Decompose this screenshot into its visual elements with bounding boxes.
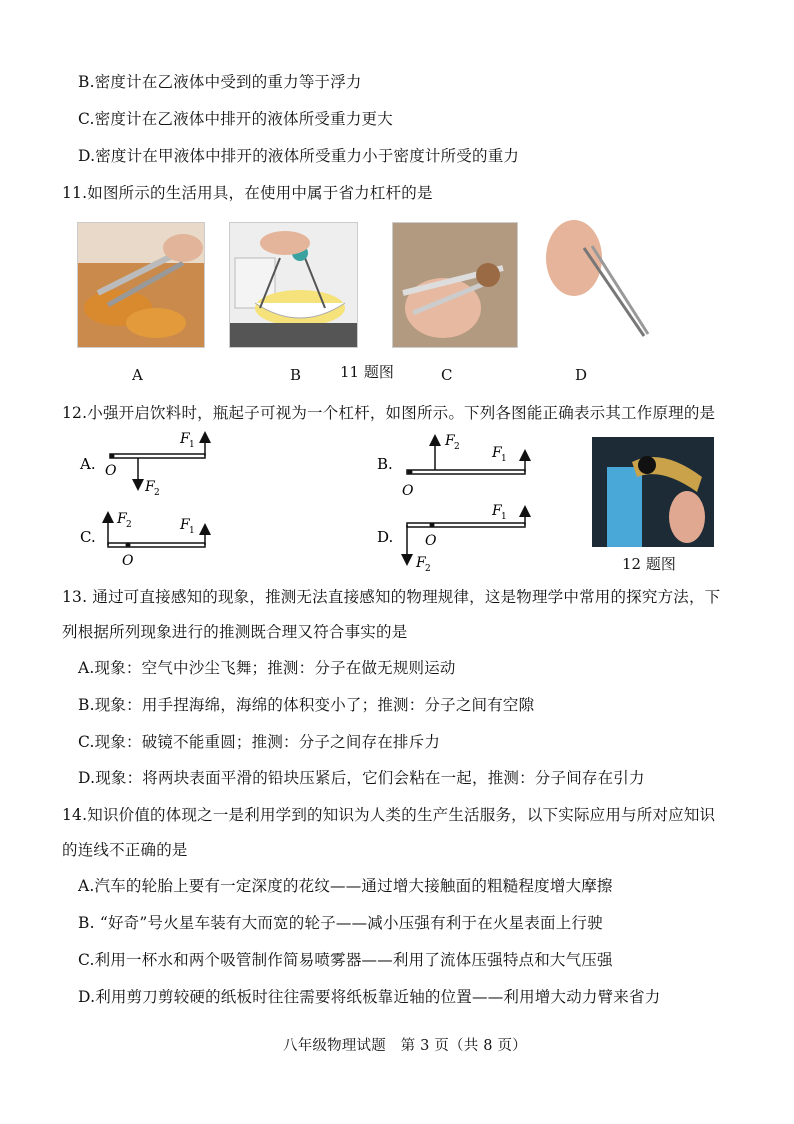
- q12-option-a-diagram: [79, 431, 205, 498]
- svg-text:F: F: [145, 479, 155, 495]
- svg-text:F: F: [445, 433, 455, 449]
- svg-text:F: F: [180, 517, 190, 533]
- page-footer: 八年级物理试题 第 3 页（共 8 页）: [283, 1038, 527, 1054]
- q13-stem-line1: 13. 通过可直接感知的现象，推测无法直接感知的物理规律，这是物理学中常用的探究方法，下: [62, 588, 721, 606]
- svg-text:2: 2: [425, 564, 431, 574]
- q12-option-c-label: C.: [80, 528, 96, 546]
- q14-option-c: C.利用一杯水和两个吸管制作简易喷雾器——利用了流体压强特点和大气压强: [78, 951, 613, 969]
- q14-option-d: D.利用剪刀剪较硬的纸板时往往需要将纸板靠近轴的位置——利用增大动力臂来省力: [78, 988, 661, 1006]
- svg-text:O: O: [122, 553, 134, 569]
- q13-option-b: B.现象：用手捏海绵，海绵的体积变小了；推测：分子之间有空隙: [78, 696, 535, 714]
- svg-text:F: F: [416, 555, 426, 571]
- svg-text:2: 2: [126, 520, 132, 530]
- q13-option-a: A.现象：空气中沙尘飞舞；推测：分子在做无规则运动: [78, 659, 456, 677]
- svg-text:O: O: [402, 483, 414, 499]
- q12-lever-diagrams: [60, 425, 600, 580]
- svg-text:1: 1: [189, 526, 195, 536]
- svg-text:F: F: [492, 445, 502, 461]
- svg-text:1: 1: [501, 512, 507, 522]
- q10-option-b: B.密度计在乙液体中受到的重力等于浮力: [78, 73, 362, 91]
- svg-text:F: F: [492, 503, 502, 519]
- q12-option-a-label: A.: [80, 455, 96, 473]
- q13-option-d: D.现象：将两块表面平滑的铅块压紧后，它们会粘在一起，推测：分子间存在引力: [78, 769, 645, 787]
- q14-option-a: A.汽车的轮胎上要有一定深度的花纹——通过增大接触面的粗糙程度增大摩擦: [78, 877, 613, 895]
- q12-figure-caption: 12 题图: [622, 555, 676, 573]
- q11-image-c-nutcracker: [392, 222, 518, 348]
- q12-option-c-diagram: [80, 511, 205, 569]
- q11-label-d: D: [575, 366, 588, 384]
- q13-option-c: C.现象：破镜不能重圆；推测：分子之间存在排斥力: [78, 733, 441, 751]
- q14-stem-line1: 14.知识价值的体现之一是利用学到的知识为人类的生产生活服务，以下实际应用与所对应知识: [62, 806, 716, 824]
- q12-option-b-diagram: [377, 433, 525, 499]
- q11-figure-caption: 11 题图: [340, 363, 394, 381]
- svg-text:O: O: [105, 463, 117, 479]
- q11-image-d-tweezers: [544, 218, 656, 344]
- q12-bottle-opener-photo: [592, 437, 714, 547]
- q10-option-d: D.密度计在甲液体中排开的液体所受重力小于密度计所受的重力: [78, 147, 520, 165]
- q11-image-a-tongs: [77, 222, 205, 348]
- q14-option-b: B. “好奇”号火星车装有大而宽的轮子——减小压强有利于在火星表面上行驶: [78, 914, 603, 932]
- q12-option-d-diagram: [377, 503, 525, 574]
- svg-text:2: 2: [154, 488, 160, 498]
- svg-text:1: 1: [501, 454, 507, 464]
- q14-stem-line2: 的连线不正确的是: [62, 841, 188, 859]
- q11-image-b-bowl-clip: [229, 222, 358, 348]
- q12-stem: 12.小强开启饮料时，瓶起子可视为一个杠杆，如图所示。下列各图能正确表示其工作原理的是: [62, 404, 716, 422]
- q11-stem: 11.如图所示的生活用具，在使用中属于省力杠杆的是: [62, 184, 433, 202]
- q12-option-b-label: B.: [377, 455, 393, 473]
- svg-text:F: F: [117, 511, 127, 527]
- svg-text:2: 2: [454, 442, 460, 452]
- svg-text:O: O: [425, 533, 437, 549]
- svg-text:F: F: [180, 431, 190, 447]
- svg-text:1: 1: [189, 440, 195, 450]
- q11-label-a: A: [132, 366, 143, 384]
- q12-option-d-label: D.: [377, 528, 394, 546]
- q11-label-c: C: [441, 366, 453, 384]
- q10-option-c: C.密度计在乙液体中排开的液体所受重力更大: [78, 110, 393, 128]
- q11-label-b: B: [290, 366, 302, 384]
- q13-stem-line2: 列根据所列现象进行的推测既合理又符合事实的是: [62, 623, 408, 641]
